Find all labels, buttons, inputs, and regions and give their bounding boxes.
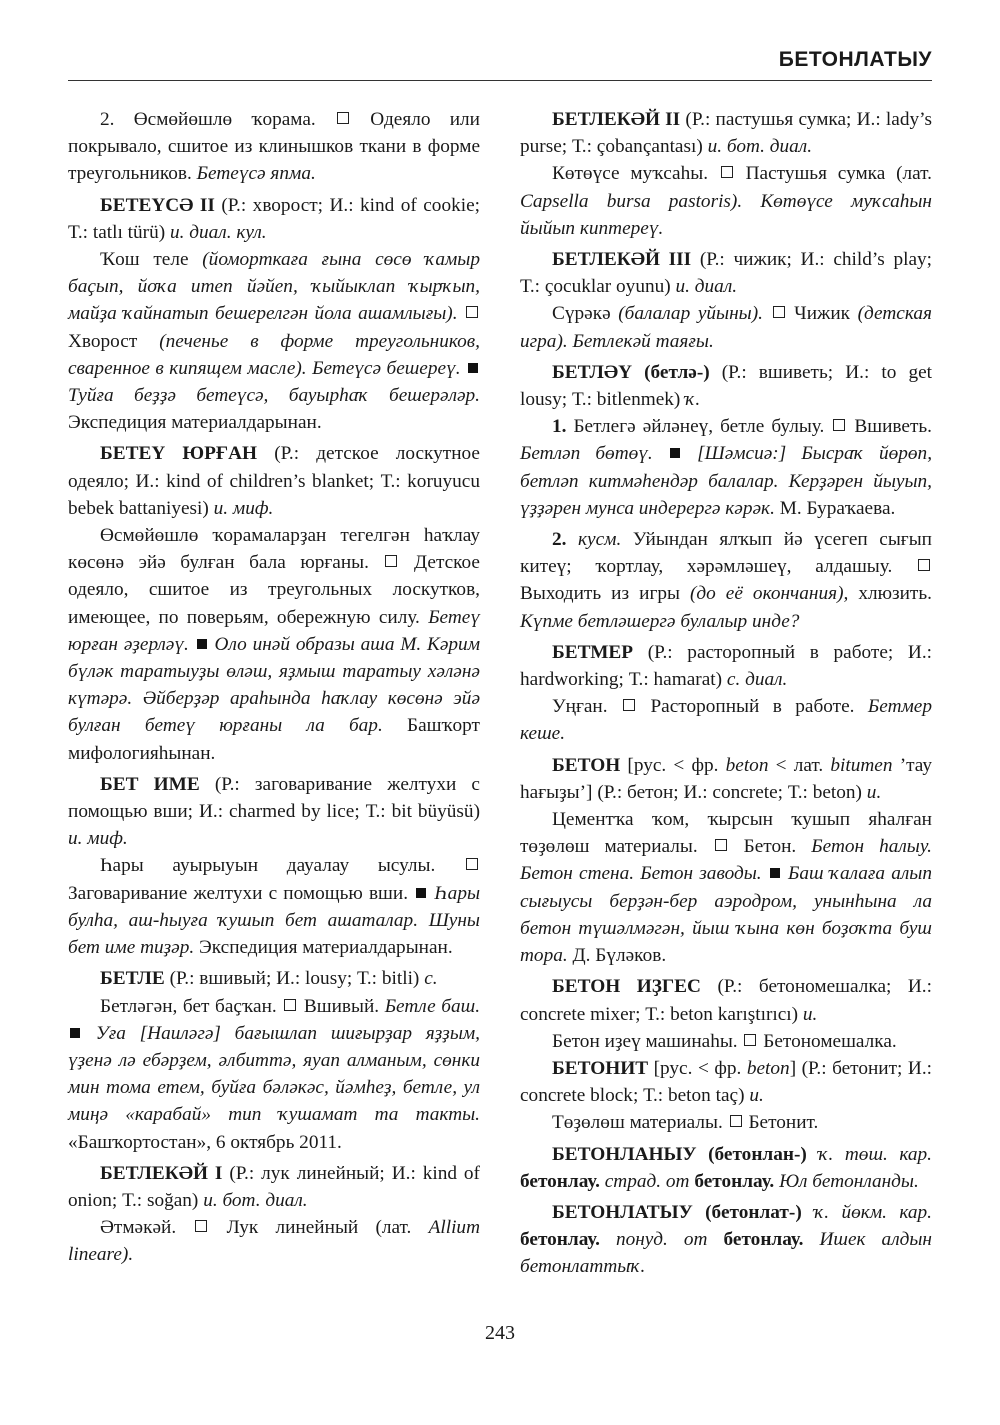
black-square-marker-icon (416, 888, 426, 898)
square-marker-icon (918, 559, 930, 571)
definition: Өсмөйөшлө ҡорамаларҙан тегелгән һаҡлау көсөнә эйә булған бала юрғаны. Детское одеяло, сшитое из треугольных лоскутков, имеющее, по поверьям, обережную силу. Бетеү юрған әҙерләү. Оло инәй образы аша М. Кәрим бүләк таратыуҙы өләш, яҙмыш таратыу хәләнә күтәрә. Әйберҙәр араһында һаҡлау көсөнә эйә булған бетеү юрғаны ла бар. Башҡорт мифологияһынан. (68, 525, 480, 764)
black-square-marker-icon (670, 448, 680, 458)
square-marker-icon (623, 699, 635, 711)
square-marker-icon (721, 166, 733, 178)
square-marker-icon (466, 858, 478, 870)
black-square-marker-icon (70, 1028, 80, 1038)
entry-beton-izges: БЕТОН ИҘГЕС (Р.: бетономешалка; И.: concrete mixer; Т.: beton karıştırıcı) и. (520, 976, 932, 1025)
running-head: БЕТОНЛАТЫУ (778, 48, 932, 71)
entry-bet-ime: БЕТ ИМЕ (Р.: заговаривание желтухи с помощью вши; И.: charmed by lice; Т.: bit büyüsü) и. миф. (68, 773, 480, 850)
page-number: 243 (485, 1322, 515, 1344)
black-square-marker-icon (770, 868, 780, 878)
entry-betlekay-i: БЕТЛЕКӘЙ I (Р.: лук линейный; И.: kind of onion; Т.: soğan) и. бот. диал. (68, 1162, 480, 1211)
square-marker-icon (715, 839, 727, 851)
entry-betle: БЕТЛЕ (Р.: вшивый; И.: lousy; Т.: bitli) с. (100, 968, 438, 990)
headword: БЕТМЕР (552, 641, 634, 663)
sense-2: 2. Өсмөйөшлө ҡорама. Одеяло или покрывало, сшитое из клинышков ткани в форме треугольников. Бетеүсә япма. (68, 109, 480, 185)
page-header (68, 38, 932, 81)
square-marker-icon (730, 1115, 742, 1127)
entry-betlekay-ii: БЕТЛЕКӘЙ II (Р.: пастушья сумка; И.: lady’s purse; Т.: çobançantası) и. бот. диал. (520, 109, 932, 158)
headword: БЕТЛЕКӘЙ III (552, 249, 692, 271)
entry-beton: БЕТОН [рус. < фр. beton < лат. bitumen ’тау һағыҙы’] (Р.: бетон; И.: concrete; Т.: beton) и. (520, 754, 933, 803)
definition: Ҡош теле (йоморткаға ғына сөсө ҡамыр баҫып, йоҡа итеп йәйеп, ҡыйыклап ҡырҡып, майҙа ҡайнатып бешерелгән йола ашамлығы). Хворост (печенье в форме треугольников, сваренное в кипящем масле). Бетеүсә бешереү. Туйға беҙҙә бетеүсә, бауырһаҡ бешерәләр. Экспедиция материалдарынан. (68, 249, 480, 434)
entry-betonit: БЕТОНИТ [рус. < фр. beton] (Р.: бетонит; И.: concrete block; Т.: beton taç) и. (520, 1057, 933, 1107)
headword: БЕТОНЛАНЫУ (бетонлан-) (552, 1143, 807, 1165)
headword: БЕТОНИТ (552, 1057, 649, 1079)
square-marker-icon (284, 999, 296, 1011)
square-marker-icon (195, 1220, 207, 1232)
headword: БЕТЛЕ (100, 968, 165, 990)
headword: БЕТЛӘҮ (бетлә-) (552, 361, 710, 383)
square-marker-icon (385, 555, 397, 567)
entry-beteu-yurgan: БЕТЕҮ ЮРҒАН (Р.: детское лоскутное одеяло; И.: kind of children’s blanket; Т.: koruyucu bebek battaniyesi) и. миф. (68, 443, 480, 519)
definition: Цементҡа ҡом, ҡырсын ҡушып яһалған төҙөлөш материалы. Бетон. Бетон һалыу. Бетон стена. Бетон заводы. Баш ҡалаға алып сығыусы берҙән-бер аэродром, унынһына ла бетон түшәлмәгән, йыш ҡына көн боҙоҡта буш тора. Д. Бүләков. (520, 809, 933, 967)
black-square-marker-icon (197, 639, 207, 649)
definition: Әтмәкәй. Лук линейный (лат. Allium lineare). (68, 1217, 480, 1266)
definition: Сүрәкә (балалар уйыны). Чижик (детская игра). Бетлекәй таяғы. (520, 303, 932, 352)
definition: Бетон иҙеү машинаһы. Бетономешалка. (552, 1030, 897, 1052)
left-column (68, 106, 480, 1269)
sense-2: 2. кусм. Уйындан ялҡып йә үсегеп сығып китеү; ҡортлау, хәрәмләшеү, алдашыу. Выходить из игры (до её окончания), хлюзить. Күпме бетләшергә булалыр инде? (520, 529, 932, 632)
headword: БЕТЛЕКӘЙ II (552, 109, 681, 130)
headword: БЕТОНЛАТЫУ (бетонлат-) (552, 1201, 802, 1223)
square-marker-icon (337, 112, 349, 124)
headword: БЕТОН (552, 754, 621, 776)
headword: БЕТ ИМЕ (100, 773, 200, 795)
entry-beteuse-ii: БЕТЕҮСӘ II (Р.: хворост; И.: kind of cookie; Т.: tatlı türü) и. диал. кул. (68, 194, 481, 243)
definition: Төҙөлөш материалы. Бетонит. (552, 1112, 819, 1134)
entry-betonlatyu: БЕТОНЛАТЫУ (бетонлат-) ҡ. йөкм. кар. бетонлау. понуд. от бетонлау. Ишек алдын бетонлаттыҡ. (520, 1201, 932, 1278)
sense-1: 1. Бетлегә әйләнеү, бетле булыу. Вшиветь. Бетләп бөтөү. [Шәмсиә:] Бысраҡ йөрөп, бетләп китмәһендәр балалар. Керҙәрен йыуып, үҙҙәрен мунса индерергә кәрәк. М. Бураҡаева. (520, 416, 933, 519)
definition: Һары ауырыуын дауалау ысулы. Заговаривание желтухи с помощью вши. Һары булһа, аш-һыуға ҡушып бет ашаталар. Шуны бет име тиҙәр. Экспедиция материалдарынан. (68, 855, 481, 959)
entry-betlekay-iii: БЕТЛЕКӘЙ III (Р.: чижик; И.: child’s play; Т.: çocuklar oyunu) и. диал. (520, 249, 933, 298)
headword: БЕТЕҮ ЮРҒАН (100, 443, 258, 465)
definition: Уңған. Расторопный в работе. Бетмер кеше. (520, 696, 932, 745)
definition: Бетләгән, бет баҫҡан. Вшивый. Бетле баш. Уға [Наиләгә] бағышлап шиғырҙар яҙҙым, үҙенә лә ебәрҙем, әлбиттә, яуап алманым, сөнки мин тома етем, буйға бәләкәс, йәмһеҙ, бетле, ул миңә «карабай» тип ҡушамат та такты. «Башҡортостан», 6 октябрь 2011. (68, 995, 481, 1153)
entry-betleu: БЕТЛӘҮ (бетлә-) (Р.: вшиветь; И.: to get lousy; Т.: bitlenmek) ҡ. (520, 361, 932, 411)
square-marker-icon (773, 306, 785, 318)
headword: БЕТЛЕКӘЙ I (100, 1162, 223, 1184)
right-column (520, 106, 932, 1281)
black-square-marker-icon (468, 363, 478, 373)
square-marker-icon (466, 306, 478, 318)
entry-betonlanyu: БЕТОНЛАНЫУ (бетонлан-) ҡ. төш. кар. бетонлау. страд. от бетонлау. Юл бетонланды. (520, 1143, 932, 1192)
entry-betmer: БЕТМЕР (Р.: расторопный в работе; И.: hardworking; Т.: hamarat) с. диал. (520, 641, 932, 691)
headword: БЕТЕҮСӘ II (100, 194, 215, 216)
headword: БЕТОН ИҘГЕС (552, 976, 701, 998)
square-marker-icon (744, 1034, 756, 1046)
square-marker-icon (833, 419, 845, 431)
definition: Көтөүсе муҡсаһы. Пастушья сумка (лат. Capsella bursa pastoris). Көтөүсе муҡсаһын йыйып киптереү. (520, 163, 933, 239)
